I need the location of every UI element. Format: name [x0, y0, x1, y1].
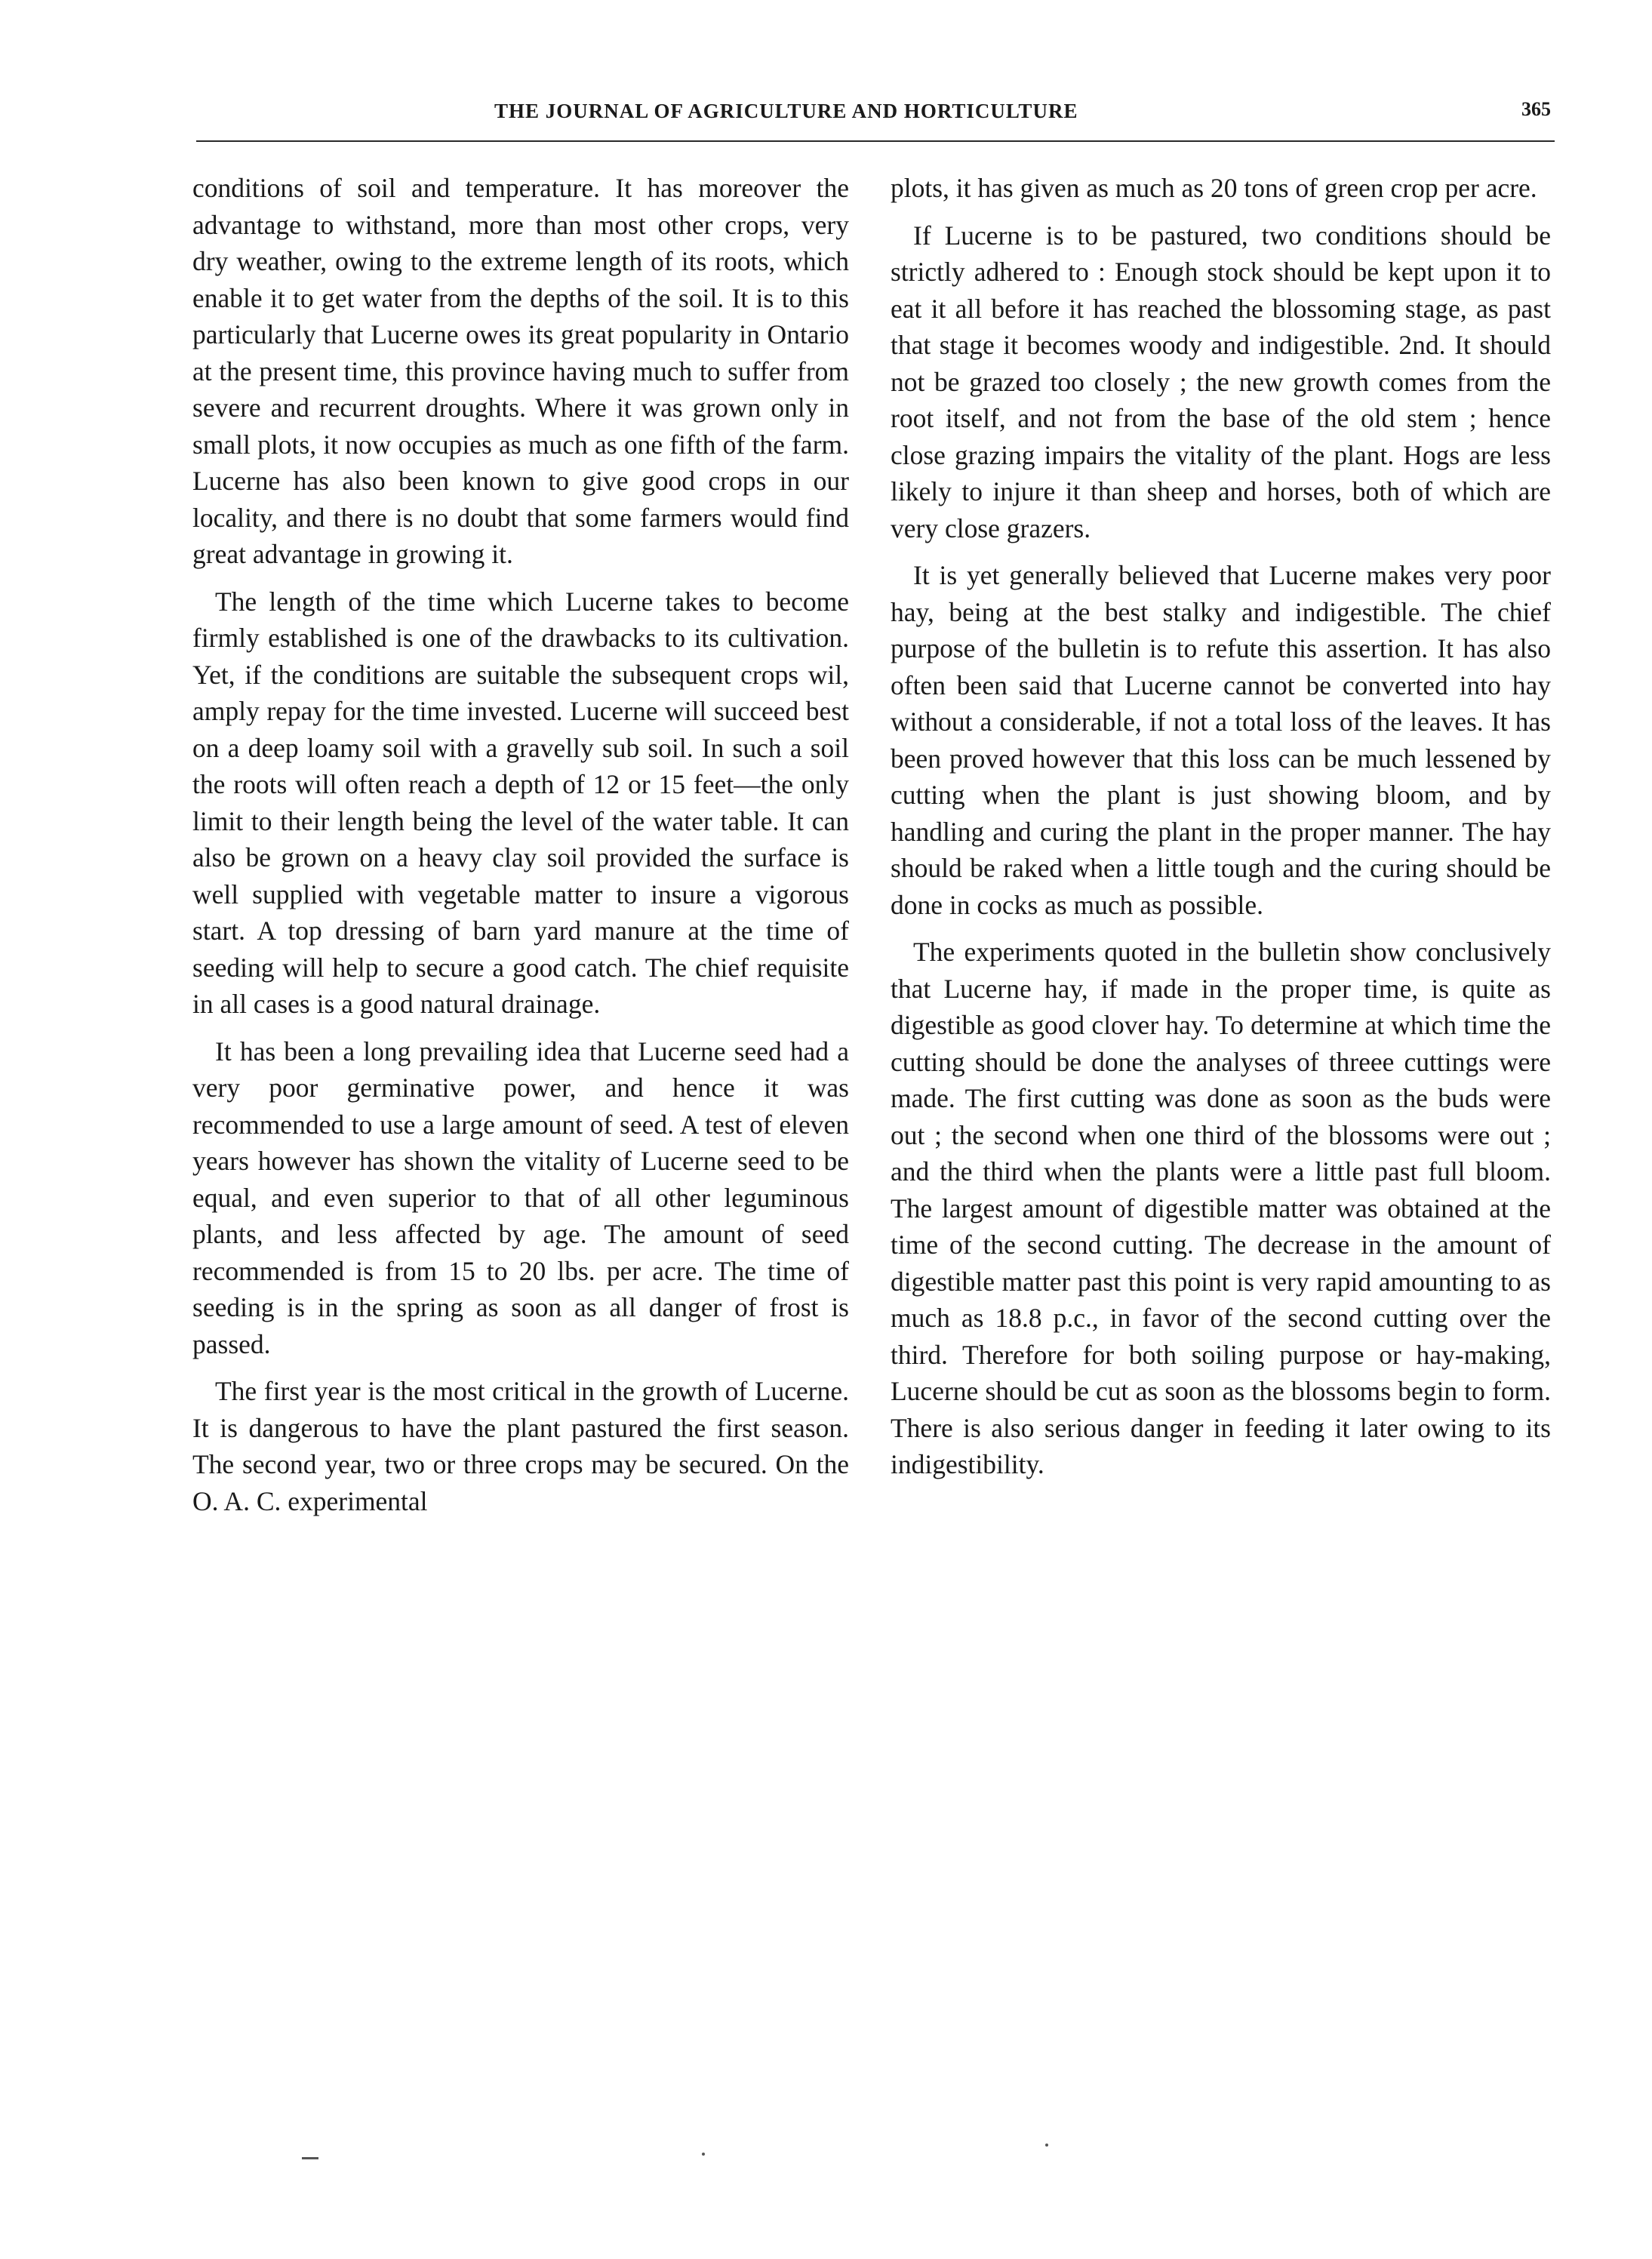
journal-title: THE JOURNAL OF AGRICULTURE AND HORTICULTURE	[494, 100, 1078, 122]
running-header	[200, 92, 1558, 137]
print-mark	[1045, 2144, 1048, 2147]
print-mark	[302, 2157, 318, 2159]
left-column	[192, 170, 849, 1530]
paragraph: If Lucerne is to be pastured, two conditions should be strictly adhered to : Enough stock should be kept upon it to eat it all before it has reached the blossoming stage, as past that stage it becomes woody and indigestible. 2nd. It should not be grazed too closely ; the new growth comes from the root itself, and not from the base of the old stem ; hence close grazing impairs the vitality of the plant. Hogs are less likely to injure it than sheep and horses, both of which are very close grazers.	[891, 220, 1551, 543]
paragraph: plots, it has given as much as 20 tons of green crop per acre.	[891, 173, 1537, 203]
right-column	[891, 170, 1551, 1494]
paragraph: The length of the time which Lucerne takes to become firmly established is one of the drawbacks to its cultivation. Yet, if the conditions are suitable the subsequent crops wil, amply repay for the time invested. Lucerne will succeed best on a deep loamy soil with a gravelly sub soil. In such a soil the roots will often reach a depth of 12 or 15 feet—the only limit to their length being the level of the water table. It can also be grown on a heavy clay soil provided the surface is well supplied with vegetable matter to insure a vigorous start. A top dressing of barn yard manure at the time of seeding will help to secure a good catch. The chief requisite in all cases is a good natural drainage.	[192, 586, 849, 1019]
paragraph: It is yet generally believed that Lucerne makes very poor hay, being at the best stalky and indigestible. The chief purpose of the bulletin is to refute this assertion. It has also often been said that Lucerne cannot be converted into hay without a considerable, if not a total loss of the leaves. It has been proved however that this loss can be much lessened by cutting when the plant is just showing bloom, and by handling and curing the plant in the proper manner. The hay should be raked when a little tough and the curing should be done in cocks as much as possible.	[891, 560, 1551, 920]
header-rule	[196, 140, 1555, 142]
paragraph: The first year is the most critical in the growth of Lucerne. It is dangerous to have the plant pastured the first season. The second year, two or three crops may be secured. On the O. A. C. experimental	[192, 1376, 849, 1516]
paragraph: It has been a long prevailing idea that Lucerne seed had a very poor germinative power, and hence it was recommended to use a large amount of seed. A test of eleven years however has shown the vitality of Lucerne seed to be equal, and even superior to that of all other leguminous plants, and less affected by age. The amount of seed recommended is from 15 to 20 lbs. per acre. The time of seeding is in the spring as soon as all danger of frost is passed.	[192, 1036, 849, 1359]
print-mark	[702, 2153, 705, 2156]
page-number: 365	[1521, 98, 1551, 120]
paragraph: The experiments quoted in the bulletin show conclusively that Lucerne hay, if made in the proper time, is quite as digestible as good clover hay. To determine at which time the cutting should be done the analyses of threee cuttings were made. The first cutting was done as soon as the buds were out ; the second when one third of the blossoms were out ; and the third when the plants were a little past full bloom. The largest amount of digestible matter was obtained at the time of the second cutting. The decrease in the amount of digestible matter past this point is very rapid amounting to as much as 18.8 p.c., in favor of the second cutting over the third. Therefore for both soiling purpose or hay-making, Lucerne should be cut as soon as the blossoms begin to form. There is also serious danger in feeding it later owing to its indigestibility.	[891, 937, 1551, 1479]
paragraph: conditions of soil and temperature. It has moreover the advantage to withstand, more than most other crops, very dry weather, owing to the extreme length of its roots, which enable it to get water from the depths of the soil. It is to this particularly that Lucerne owes its great popularity in Ontario at the present time, this province having much to suffer from severe and recurrent droughts. Where it was grown only in small plots, it now occupies as much as one fifth of the farm. Lucerne has also been known to give good crops in our locality, and there is no doubt that some farmers would find great advantage in growing it.	[192, 173, 849, 569]
